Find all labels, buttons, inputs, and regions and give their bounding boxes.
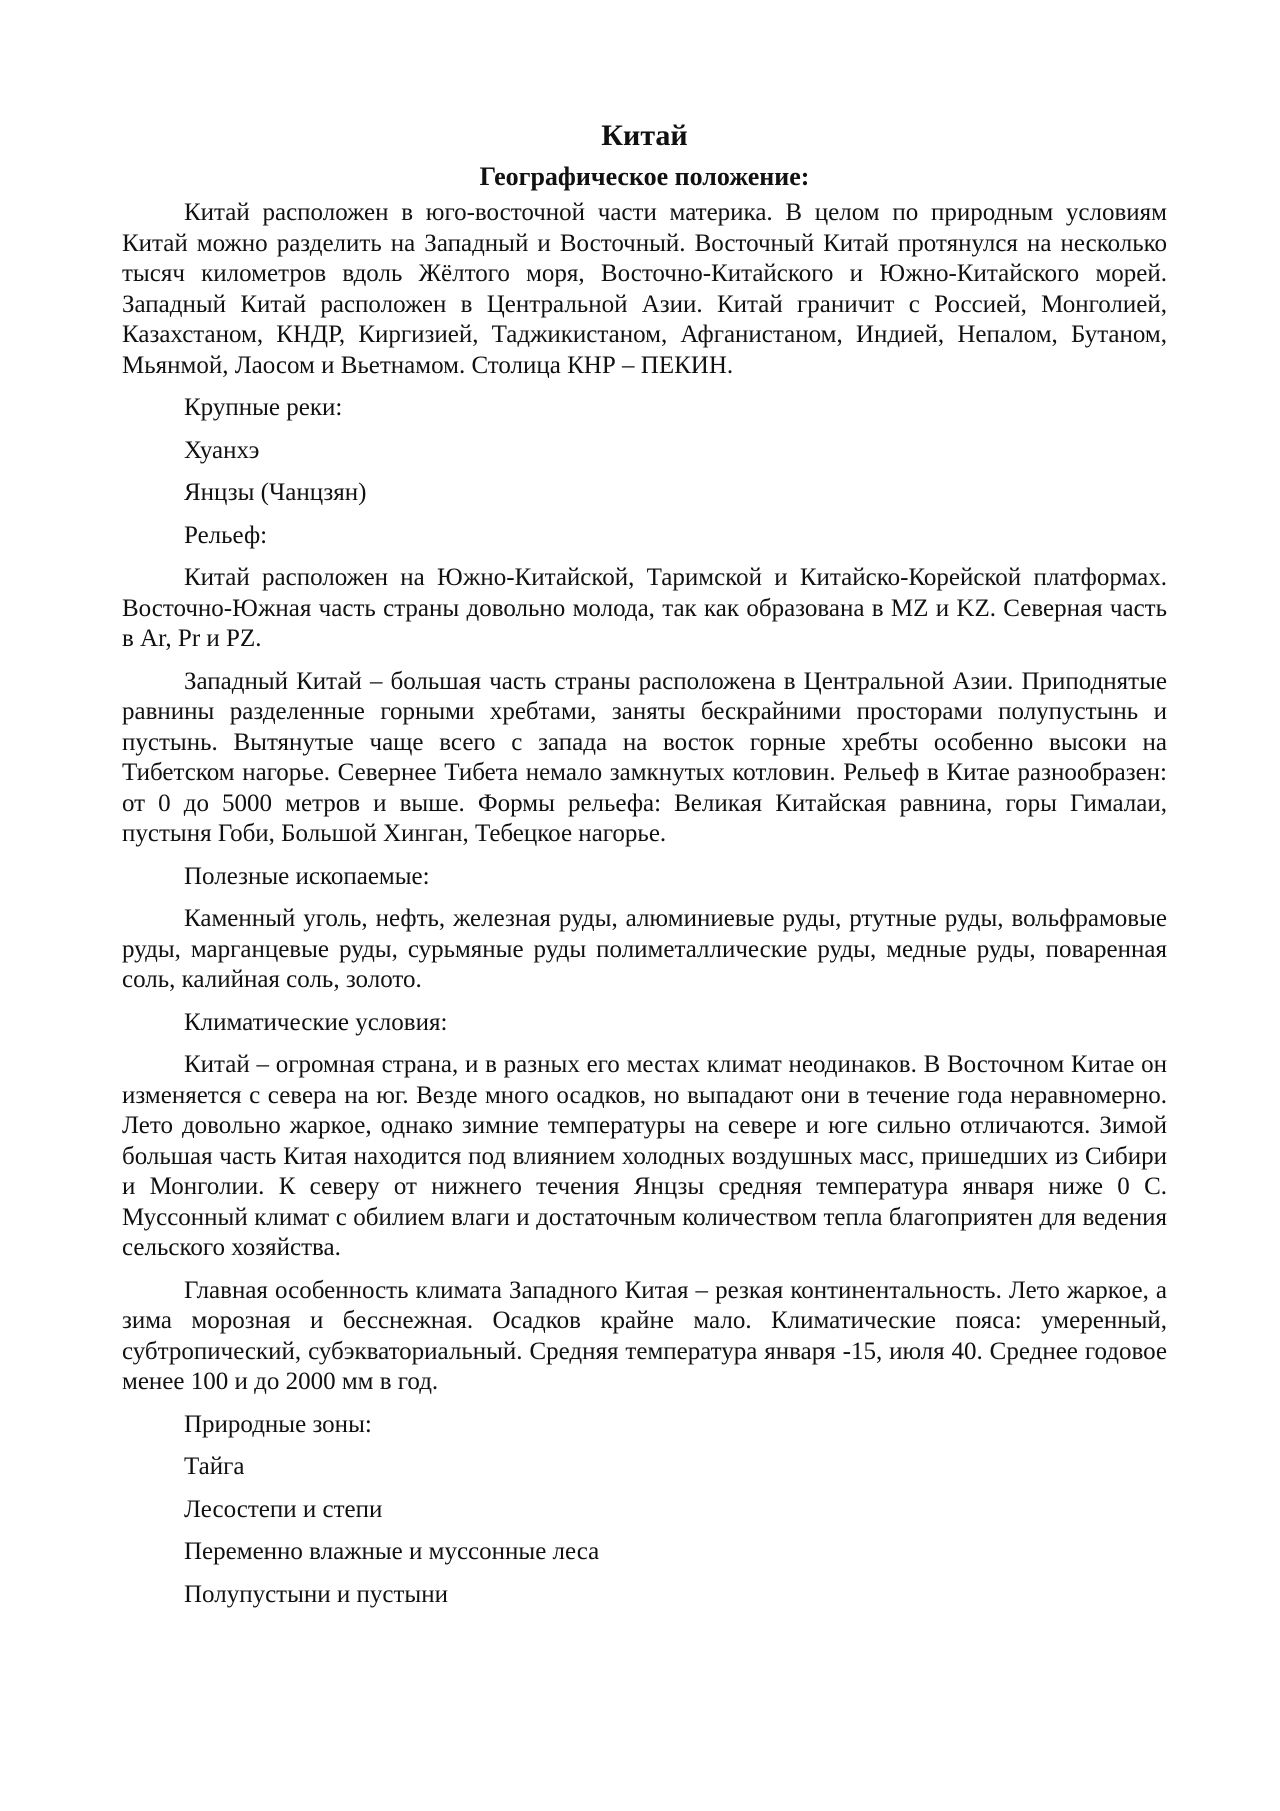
paragraph-minerals: Каменный уголь, нефть, железная руды, алюминиевые руды, ртутные руды, вольфрамовые руды, марганцевые руды, сурьмяные руды полиметаллические руды, медные руды, поваренная соль, калийная соль, золото. bbox=[122, 905, 1167, 993]
climate-heading: Климатические условия: bbox=[184, 1008, 448, 1036]
zone-item: Полупустыни и пустыни bbox=[184, 1580, 448, 1608]
minerals-heading: Полезные ископаемые: bbox=[184, 862, 430, 890]
document-title: Китай bbox=[601, 119, 688, 152]
rivers-heading: Крупные реки: bbox=[184, 394, 343, 421]
zone-item: Лесостепи и степи bbox=[184, 1495, 383, 1523]
document-page bbox=[122, 118, 1167, 1622]
river-item: Хуанхэ bbox=[184, 436, 260, 464]
zones-heading: Природные зоны: bbox=[184, 1410, 372, 1438]
paragraph-climate-1: Китай – огромная страна, и в разных его местах климат неодинаков. В Восточном Китае он изменяется с севера на юг. Везде много осадков, но выпадают они в течение года неравномерно. Лето довольно жаркое, однако зимние температуры на севере и юге сильно отличаются. Зимой большая часть Китая находится под влиянием холодных воздушных масс, пришедших из Сибири и Монголии. К северу от нижнего течения Янцзы средняя температура января ниже 0 С. Муссонный климат с обилием влаги и достаточным количеством тепла благоприятен для ведения сельского хозяйства. bbox=[122, 1051, 1167, 1261]
paragraph-relief-2: Западный Китай – большая часть страны расположена в Центральной Азии. Приподнятые равнины разделенные горными хребтами, заняты бескрайними просторами полупустынь и пустынь. Вытянутые чаще всего с запада на восток горные хребты особенно высоки на Тибетском нагорье. Севернее Тибета немало замкнутых котловин. Рельеф в Китае разнообразен: от 0 до 5000 метров и выше. Формы рельефа: Великая Китайская равнина, горы Гималаи, пустыня Гоби, Большой Хинган, Тебецкое нагорье. bbox=[122, 667, 1167, 847]
river-item: Янцзы (Чанцзян) bbox=[184, 479, 367, 506]
relief-heading: Рельеф: bbox=[184, 521, 268, 549]
zone-item: Переменно влажные и муссонные леса bbox=[184, 1538, 600, 1565]
paragraph-relief-1: Китай расположен на Южно-Китайской, Таримской и Китайско-Корейской платформах. Восточно-Южная часть страны довольно молода, так как образована в MZ и KZ. Северная часть в Ar, Pr и PZ. bbox=[122, 564, 1167, 652]
section-heading-geography: Географическое положение: bbox=[479, 162, 810, 191]
zone-item: Тайга bbox=[184, 1453, 245, 1480]
paragraph-geography: Китай расположен в юго-восточной части материка. В целом по природным условиям Китай можно разделить на Западный и Восточный. Восточный Китай протянулся на несколько тысяч километров вдоль Жёлтого моря, Восточно-Китайского и Южно-Китайского морей. Западный Китай расположен в Центральной Азии. Китай граничит с Россией, Монголией, Казахстаном, КНДР, Киргизией, Таджикистаном, Афганистаном, Индией, Непалом, Бутаном, Мьянмой, Лаосом и Вьетнамом. Столица КНР – ПЕКИН. bbox=[122, 199, 1167, 379]
paragraph-climate-2: Главная особенность климата Западного Китая – резкая континентальность. Лето жаркое, а зима морозная и бесснежная. Осадков крайне мало. Климатические пояса: умеренный, субтропический, субэкваториальный. Средняя температура января -15, июля 40. Среднее годовое менее 100 и до 2000 мм в год. bbox=[122, 1276, 1167, 1395]
